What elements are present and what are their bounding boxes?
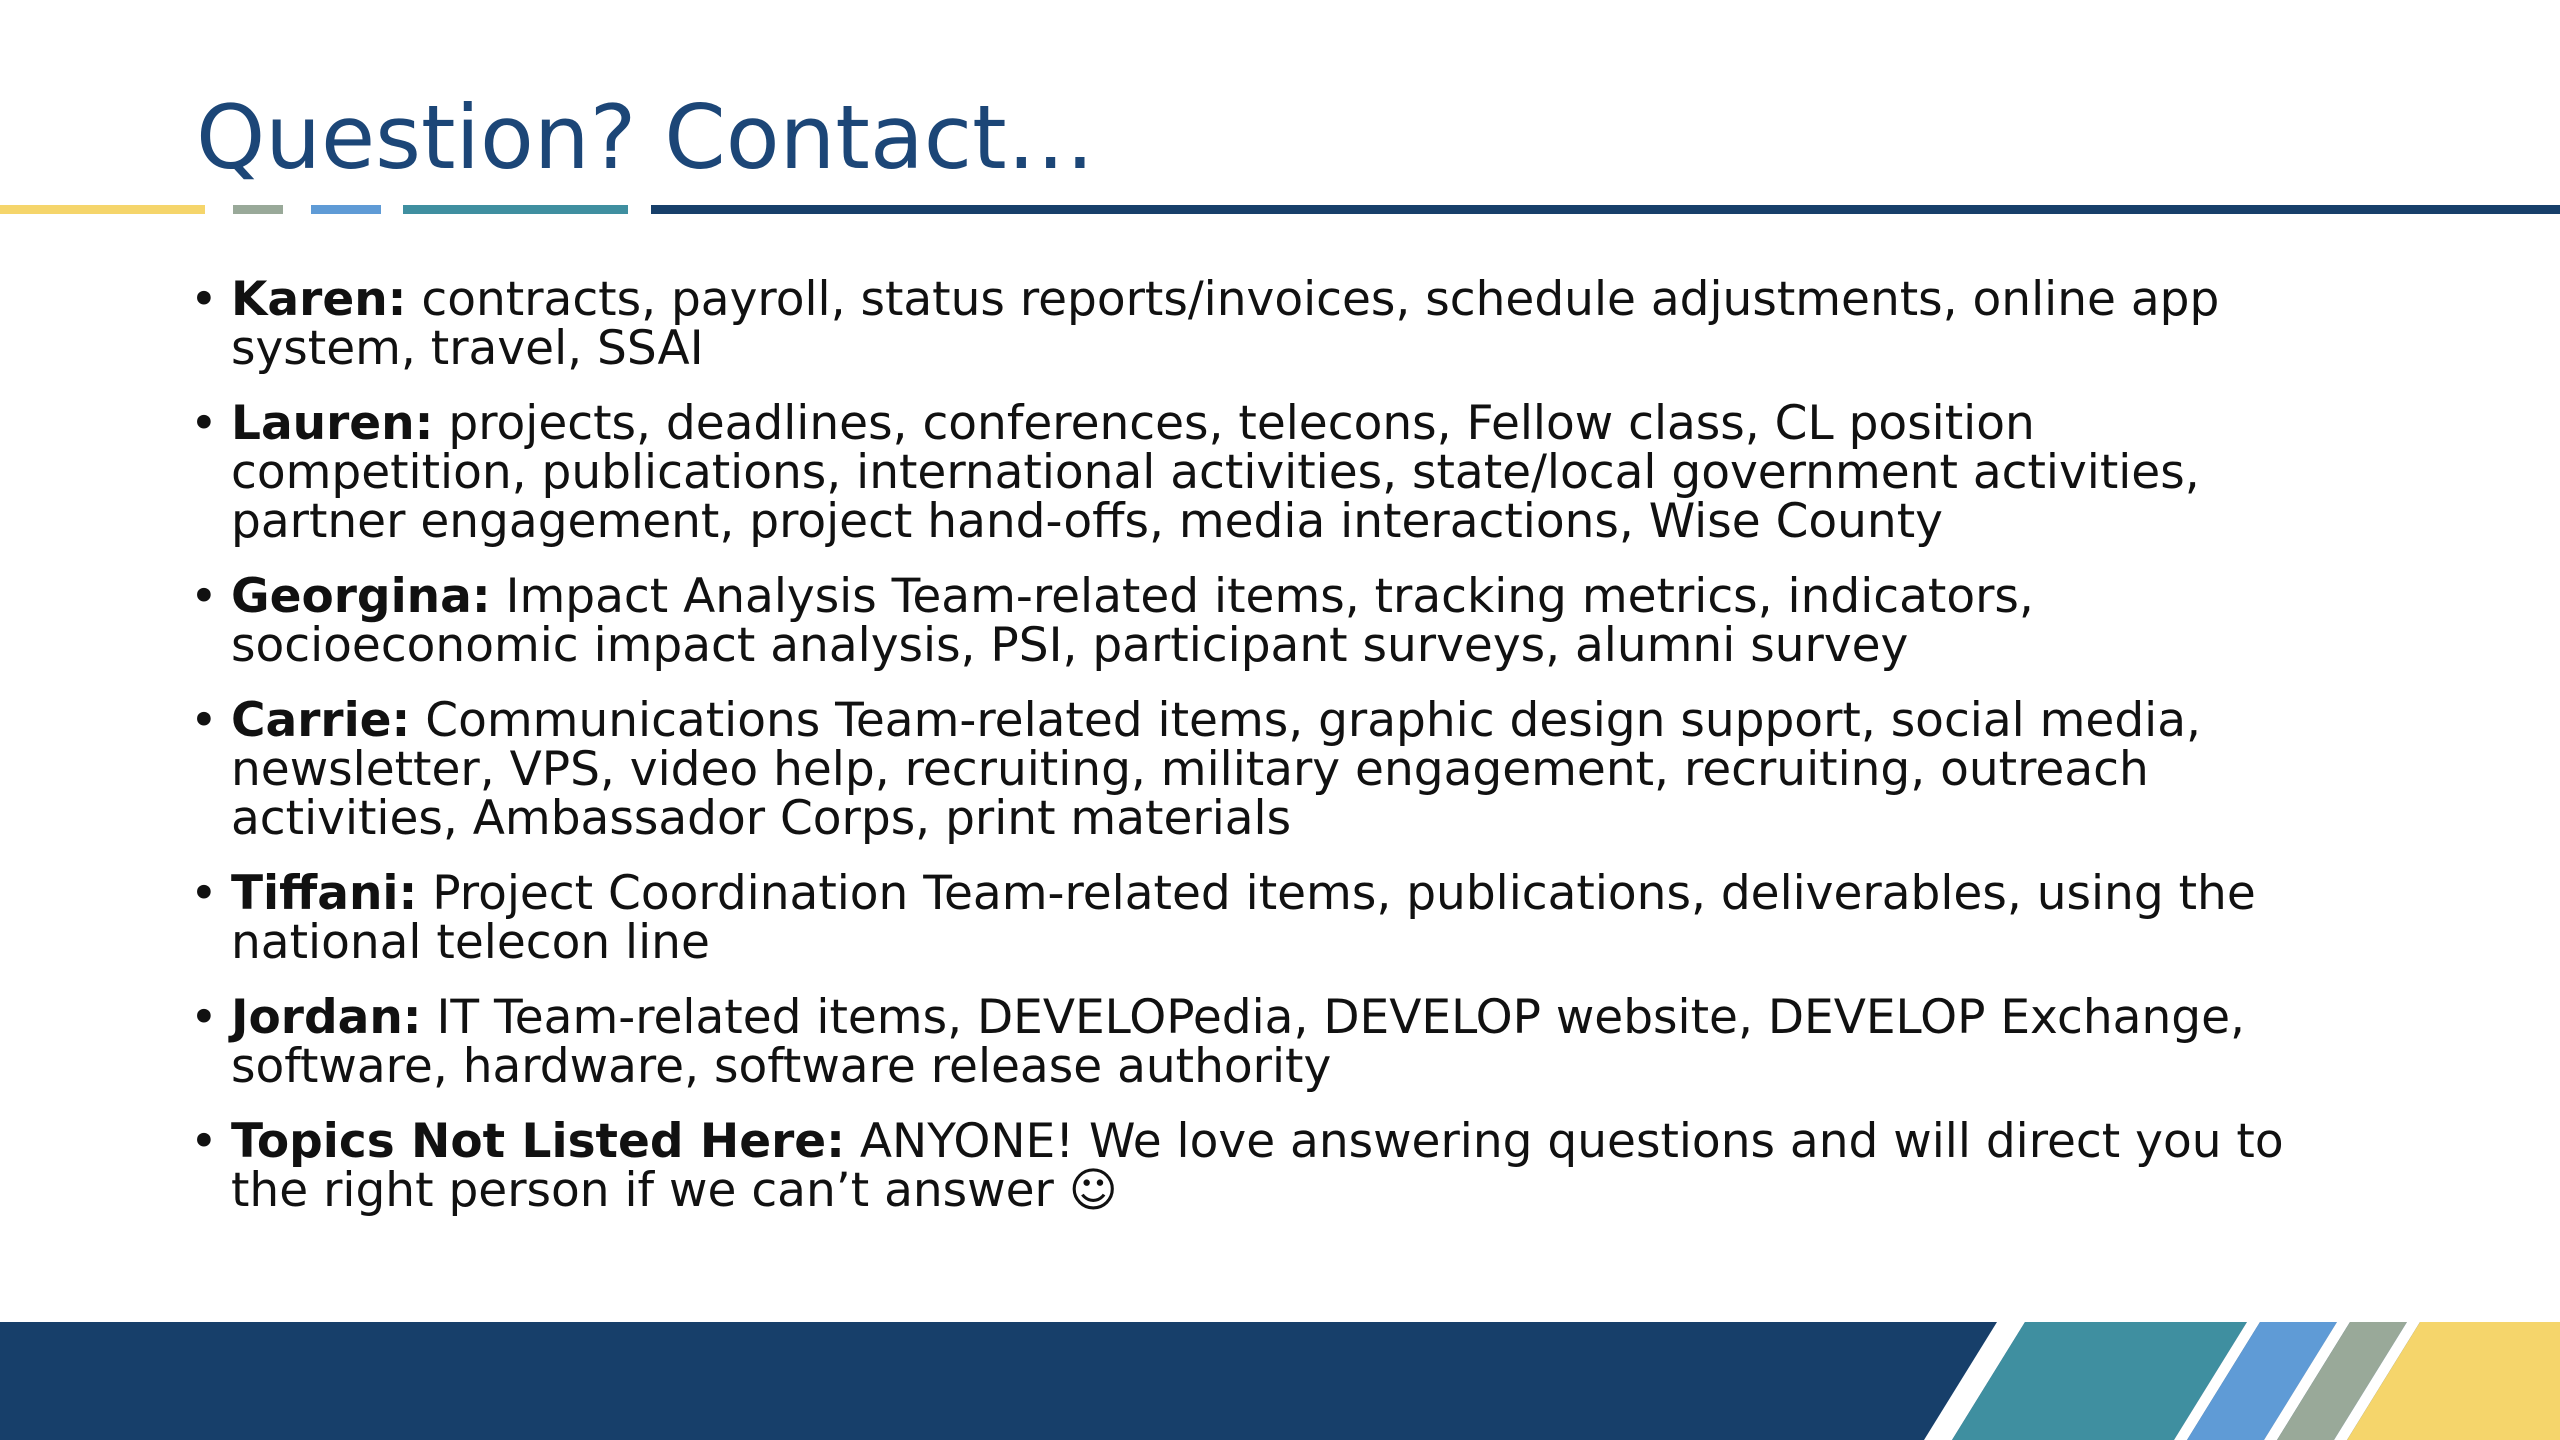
bullet-dot: • (190, 272, 218, 327)
contact-name: Jordan: (231, 990, 422, 1045)
bullet-dot: • (190, 866, 218, 921)
title-rule-blue-segment (311, 205, 381, 214)
bullet-dot: • (190, 396, 218, 451)
contact-item-other-topics (190, 1114, 2340, 1218)
contact-item-tiffani (190, 866, 2340, 970)
contact-topics: ANYONE! We love answering questions and will direct you to the right person if we can’t answer ☺ (231, 1114, 2284, 1218)
contact-name: Tiffani: (231, 866, 418, 921)
contact-name: Carrie: (231, 693, 411, 748)
contact-name: Karen: (231, 272, 407, 327)
contact-item-karen (190, 272, 2340, 376)
bullet-dot: • (190, 693, 218, 748)
contact-name: Topics Not Listed Here: (231, 1114, 845, 1169)
contact-item-lauren (190, 396, 2340, 549)
contact-list (190, 272, 2340, 1241)
contact-topics: Communications Team-related items, graphic design support, social media, newsletter, VPS, video help, recruiting, military engagement, recruiting, outreach activities, Ambassador Corps, print materials (231, 693, 2201, 846)
contact-name: Georgina: (231, 569, 491, 624)
contact-item-jordan (190, 990, 2340, 1094)
title-rule-sage-segment (233, 205, 283, 214)
contact-topics: Impact Analysis Team-related items, tracking metrics, indicators, socioeconomic impact analysis, PSI, participant surveys, alumni survey (231, 569, 2034, 673)
title-rule-navy-segment (651, 205, 2560, 214)
slide-title: Question? Contact… (196, 86, 1095, 189)
contact-topics: IT Team-related items, DEVELOPedia, DEVELOP website, DEVELOP Exchange, software, hardware, software release authority (231, 990, 2245, 1094)
contact-topics: Project Coordination Team-related items, publications, deliverables, using the national telecon line (231, 866, 2256, 970)
title-rule-teal-segment (403, 205, 628, 214)
bullet-dot: • (190, 569, 218, 624)
footer-banner (0, 1322, 2560, 1440)
contact-item-carrie (190, 693, 2340, 846)
bullet-dot: • (190, 1114, 218, 1169)
contact-item-georgina (190, 569, 2340, 673)
title-rule-yellow-segment (0, 205, 205, 214)
contact-name: Lauren: (231, 396, 434, 451)
contact-topics: contracts, payroll, status reports/invoices, schedule adjustments, online app system, travel, SSAI (231, 272, 2220, 376)
bullet-dot: • (190, 990, 218, 1045)
contact-topics: projects, deadlines, conferences, telecons, Fellow class, CL position competition, publications, international activities, state/local government activities, partner engagement, project hand-offs, media interactions, Wise County (231, 396, 2200, 549)
